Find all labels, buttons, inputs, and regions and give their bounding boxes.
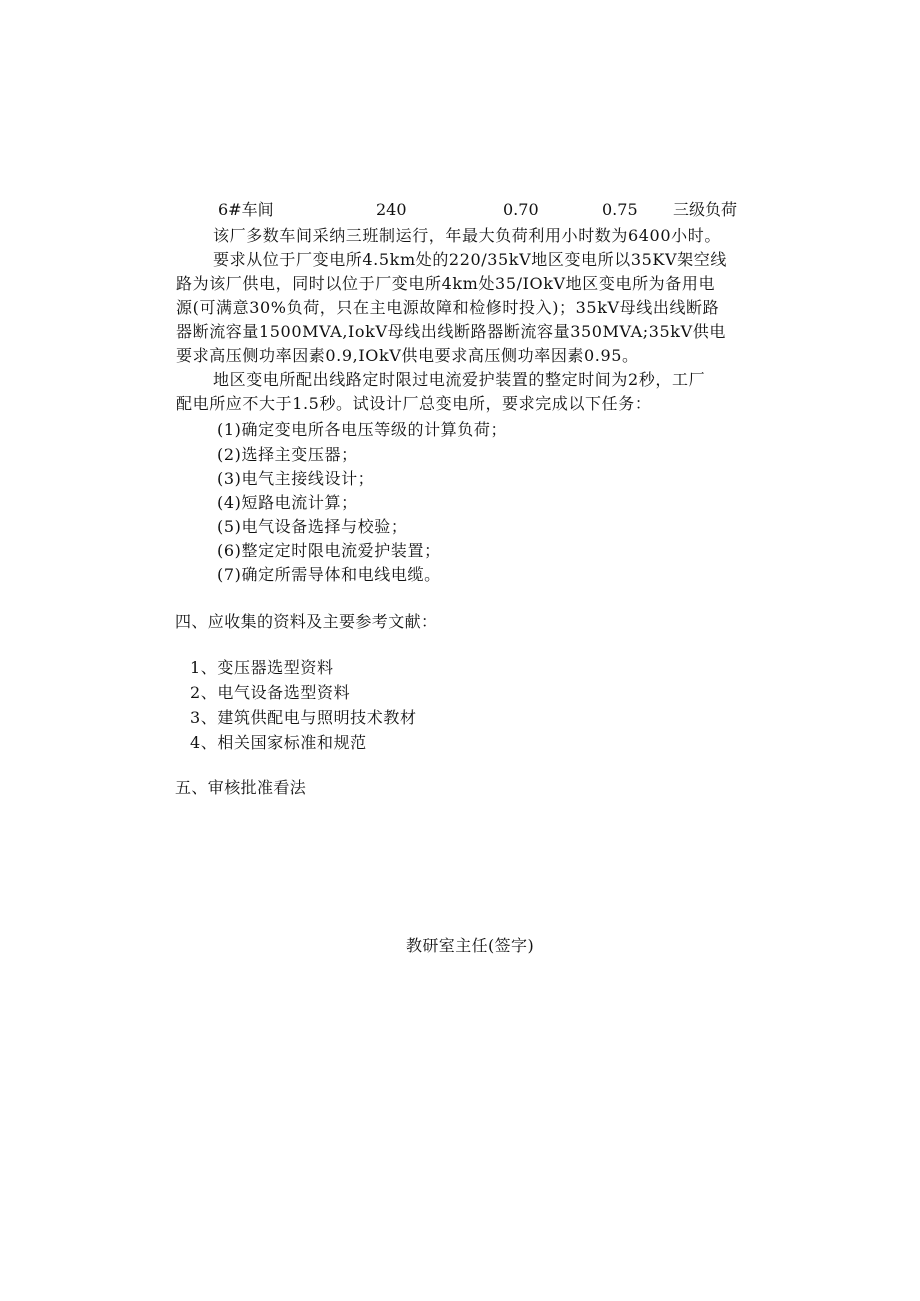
task-item: (4)短路电流计算；	[217, 493, 358, 512]
section-heading-references: 四、应收集的资料及主要参考文献：	[175, 612, 438, 631]
task-item: (7)确定所需导体和电线电缆。	[217, 565, 441, 584]
table-cell-name: 6#车间	[218, 200, 274, 219]
reference-item: 1、变压器选型资料	[190, 658, 334, 677]
table-cell-load-level: 三级负荷	[673, 200, 738, 219]
reference-item: 2、电气设备选型资料	[190, 683, 351, 702]
paragraph-line: 器断流容量1500MVA,IokV母线出线断路器断流容量350MVA;35kV供电	[176, 322, 726, 341]
task-item: (1)确定变电所各电压等级的计算负荷；	[217, 420, 508, 439]
signature-label: 教研室主任(签字)	[406, 936, 535, 955]
table-cell-value2: 0.70	[503, 200, 539, 219]
task-item: (2)选择主变压器；	[217, 445, 358, 464]
task-item: (6)整定定时限电流爱护装置；	[217, 541, 441, 560]
paragraph-line: 路为该厂供电，同时以位于厂变电所4km处35/IOkV地区变电所为备用电	[176, 274, 716, 293]
reference-item: 4、相关国家标准和规范	[190, 733, 367, 752]
reference-item: 3、建筑供配电与照明技术教材	[190, 708, 417, 727]
paragraph-line: 该厂多数车间采纳三班制运行，年最大负荷利用小时数为6400小时。	[213, 226, 721, 245]
table-cell-value1: 240	[376, 200, 407, 219]
paragraph-line: 配电所应不大于1.5秒。试设计厂总变电所，要求完成以下任务：	[176, 394, 652, 413]
task-item: (3)电气主接线设计；	[217, 469, 375, 488]
paragraph-line: 源(可满意30%负荷，只在主电源故障和检修时投入)；35kV母线出线断路	[176, 298, 720, 317]
paragraph-line: 要求从位于厂变电所4.5km处的220/35kV地区变电所以35KV架空线	[213, 250, 727, 269]
section-heading-approval: 五、审核批准看法	[175, 778, 307, 797]
paragraph-line: 要求高压侧功率因素0.9,IOkV供电要求高压侧功率因素0.95。	[176, 346, 639, 365]
task-item: (5)电气设备选择与校验；	[217, 517, 408, 536]
table-row	[0, 198, 920, 224]
table-cell-value3: 0.75	[602, 200, 638, 219]
paragraph-line: 地区变电所配出线路定时限过电流爱护装置的整定时间为2秒，工厂	[213, 370, 706, 389]
